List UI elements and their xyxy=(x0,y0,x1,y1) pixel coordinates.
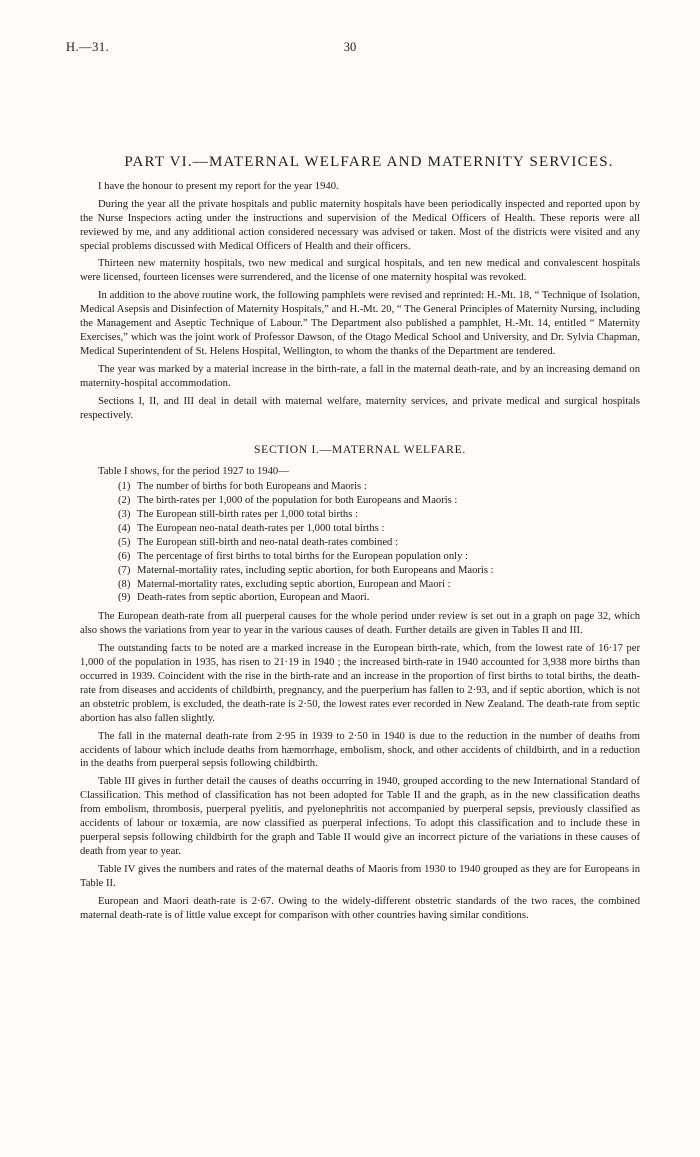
paragraph: The year was marked by a material increase in the birth-rate, a fall in the maternal death-rate, and by an increasing demand on maternity-hospital accommodation. xyxy=(80,363,640,389)
paragraph: The European death-rate from all puerperal causes for the whole period under review is set out in a graph on page 32, which also shows the variations from year to year in the various causes of death. Further details are given in Tables II and III. xyxy=(80,611,640,637)
list-item-text: Maternal-mortality rates, excluding septic abortion, European and Maori : xyxy=(137,578,451,590)
list-item-text: The European still-birth and neo-natal death-rates combined : xyxy=(137,536,398,548)
list-item-text: The European neo-natal death-rates per 1,000 total births : xyxy=(137,522,385,534)
paragraph: Thirteen new maternity hospitals, two new medical and surgical hospitals, and ten new medical and convalescent hospitals were licensed, fourteen licenses were surrendered, and the license of one maternity hospital was revoked. xyxy=(80,258,640,284)
table-contents-list xyxy=(80,480,640,605)
list-item xyxy=(118,564,640,578)
document-reference: H.—31. xyxy=(66,40,110,54)
paragraph: The outstanding facts to be noted are a marked increase in the European birth-rate, which, from the lowest rate of 16·17 per 1,000 of the population in 1935, has risen to 21·19 in 1940 ; the increased birth-rate in 1940 accounted for 3,938 more births than occurred in 1939. Coincident with the rise in the birth-rate and an increase in the proportion of first births to total births, the death-rate from diseases and accidents of childbirth, pregnancy, and the puerperium has fallen to 2·93, and if septic abortion, which is not an obstetric problem, is excluded, the death-rate is 2·50, the lowest rates ever recorded in New Zealand. The death-rate from septic abortion has also fallen slightly. xyxy=(80,643,640,724)
document-body xyxy=(80,156,640,926)
paragraph: I have the honour to present my report for the year 1940. xyxy=(98,180,339,192)
paragraph: European and Maori death-rate is 2·67. Owing to the widely-different obstetric standards of the two races, the combined maternal death-rate is of little value except for comparison with other countries having similar conditions. xyxy=(80,895,640,921)
list-item xyxy=(118,536,640,550)
list-item xyxy=(118,508,640,522)
list-item-number: (3) xyxy=(118,509,131,521)
list-item-number: (2) xyxy=(118,495,131,507)
list-item-text: The percentage of first births to total births for the European population only : xyxy=(137,550,468,562)
part-title: PART VI.—MATERNAL WELFARE AND MATERNITY SERVICES. xyxy=(124,154,614,170)
section-title: SECTION I.—MATERNAL WELFARE. xyxy=(254,443,466,457)
list-item-text: The birth-rates per 1,000 of the population for both Europeans and Maoris : xyxy=(137,495,458,507)
list-item xyxy=(118,550,640,564)
paragraph: Table IV gives the numbers and rates of the maternal deaths of Maoris from 1930 to 1940 grouped as they are for Europeans in Table II. xyxy=(80,863,640,889)
list-item xyxy=(118,522,640,536)
list-item-text: Death-rates from septic abortion, European and Maori. xyxy=(137,592,370,604)
paragraph: The fall in the maternal death-rate from 2·95 in 1939 to 2·50 in 1940 is due to the reduction in the number of deaths from accidents of labour which include deaths from hæmorrhage, embolism, shock, and other accidents of childbirth, and in a reduction in the deaths from puerperal sepsis following childbirth. xyxy=(80,730,640,770)
list-item-text: Maternal-mortality rates, including septic abortion, for both Europeans and Maoris : xyxy=(137,564,494,576)
list-item xyxy=(118,494,640,508)
list-item xyxy=(118,591,640,605)
list-item-number: (8) xyxy=(118,578,131,590)
list-item-text: The number of births for both Europeans and Maoris : xyxy=(137,481,367,493)
paragraph: In addition to the above routine work, the following pamphlets were revised and reprinted: H.-Mt. 18, “ Technique of Isolation, Medical Asepsis and Disinfection of Maternity Hospitals,” and H.-Mt. 20, “ The General Principles of Maternity Nursing, including the Management and Aseptic Technique of Labour.” The Department also published a pamphlet, H.-Mt. 14, entitled “ Maternity Exercises,” which was the joint work of Professor Dawson, of the Otago Medical School and University, and Dr. Sylvia Chapman, Medical Superintendent of St. Helens Hospital, Wellington, to whom the thanks of the Department are tendered. xyxy=(80,290,640,357)
list-item xyxy=(118,480,640,494)
paragraph: Sections I, II, and III deal in detail with maternal welfare, maternity services, and private medical and surgical hospitals respectively. xyxy=(80,395,640,421)
list-item-number: (5) xyxy=(118,536,131,548)
list-item-number: (9) xyxy=(118,592,131,604)
paragraph: During the year all the private hospitals and public maternity hospitals have been periodically inspected and reported upon by the Nurse Inspectors acting under the instructions and supervision of the Medical Officers of Health. These reports were all reviewed by me, and any additional action considered necessary was advised or taken. Most of the districts were visited and any special problems discussed with Medical Officers of Health and their officers. xyxy=(80,198,640,252)
list-item-text: The European still-birth rates per 1,000 total births : xyxy=(137,509,358,521)
paragraph: Table III gives in further detail the causes of deaths occurring in 1940, grouped according to the new International Standard of Classification. This method of classification has not been adopted for Table II and the graph, as in the new classification deaths from embolism, thrombosis, puerperal pyelitis, and pyelonephritis not accompanied by puerperal sepsis, previously classified as accidents of labour or toxæmia, are now classified as puerperal infections. To adopt this classification and to include these in puerperal sepsis following childbirth for the graph and Table II would give an incorrect picture of the variations in these causes of death from year to year. xyxy=(80,776,640,857)
list-item-number: (6) xyxy=(118,550,131,562)
page-number: 30 xyxy=(343,40,357,54)
list-item-number: (4) xyxy=(118,522,131,534)
list-item-number: (1) xyxy=(118,481,131,493)
list-item xyxy=(118,578,640,592)
table-intro: Table I shows, for the period 1927 to 1940— xyxy=(98,466,289,478)
list-item-number: (7) xyxy=(118,564,131,576)
